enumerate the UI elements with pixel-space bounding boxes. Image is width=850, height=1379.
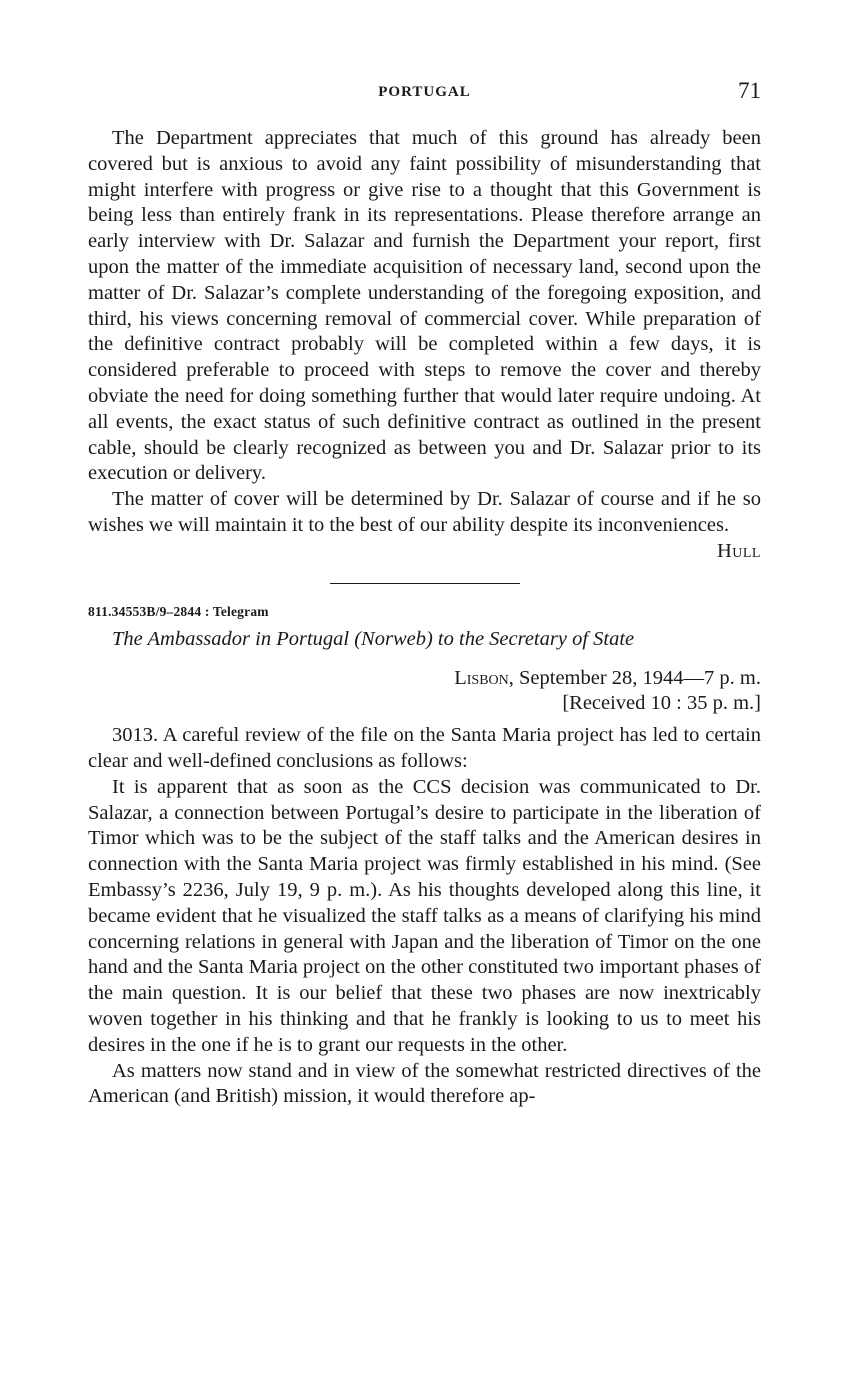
section-telegram [88,604,761,1111]
signature: Hull [716,539,761,562]
dateline [88,666,761,692]
body-paragraph: The matter of cover will be determined by Dr. Salazar of course and if he so wishes we will maintain it to the best of our ability despite its inconveniences. [88,488,761,536]
dateline-date: September 28, 1944—7 p. m. [513,666,761,689]
page-number: 71 [738,78,761,103]
received-note: [Received 10 : 35 p. m.] [562,692,761,715]
body-paragraph: 3013. A careful review of the file on the Santa Maria project has led to certain clear and well-defined conclusions as follows: [88,724,761,772]
section-divider [330,583,520,584]
document-page [88,78,761,1110]
file-reference: 811.34553B/9–2844 : Telegram [88,603,269,619]
section-instruction [88,126,761,565]
body-paragraph: The Department appreciates that much of this ground has already been covered but is anxious to avoid any faint possibility of misunderstanding that might interfere with progress or give rise to a thought that this Government is being less than entirely frank in its representations. Please therefore arrange an early interview with Dr. Salazar and furnish the Department your report, first upon the matter of the immediate acquisition of necessary land, second upon the matter of Dr. Salazar’s complete understanding of the foregoing exposition, and third, his views concerning removal of commercial cover. While preparation of the definitive contract probably will be completed within a few days, it is considered preferable to proceed with steps to remove the cover and thereby obviate the need for doing something further that would later require undoing. At all events, the exact status of such definitive contract as outlined in the present cable, should be clearly recognized as between you and Dr. Salazar prior to its execution or delivery. [88,127,761,485]
running-head [88,78,761,112]
running-title: PORTUGAL [378,84,471,100]
document-title: The Ambassador in Portugal (Norweb) to the Secretary of State [112,627,635,650]
body-paragraph: As matters now stand and in view of the somewhat restricted directives of the American (and British) mission, it would therefore ap- [88,1059,761,1108]
body-paragraph: It is apparent that as soon as the CCS decision was communicated to Dr. Salazar, a connection between Portugal’s desire to participate in the liberation of Timor which was to be the subject of the staff talks and the American desires in connection with the Santa Maria project was firmly established in his mind. (See Embassy’s 2236, July 19, 9 p. m.). As his thoughts developed along this line, it became evident that he visualized the staff talks as a means of clarifying his mind concerning relations in general with Japan and the liberation of Timor on the one hand and the Santa Maria project on the other constituted two important phases of the main question. It is our belief that these two phases are now inextricably woven together in his thinking and that he frankly is looking to us to meet his desires in the one if he is to grant our requests in the other. [88,775,761,1056]
dateline-place: Lisbon, [454,666,514,689]
